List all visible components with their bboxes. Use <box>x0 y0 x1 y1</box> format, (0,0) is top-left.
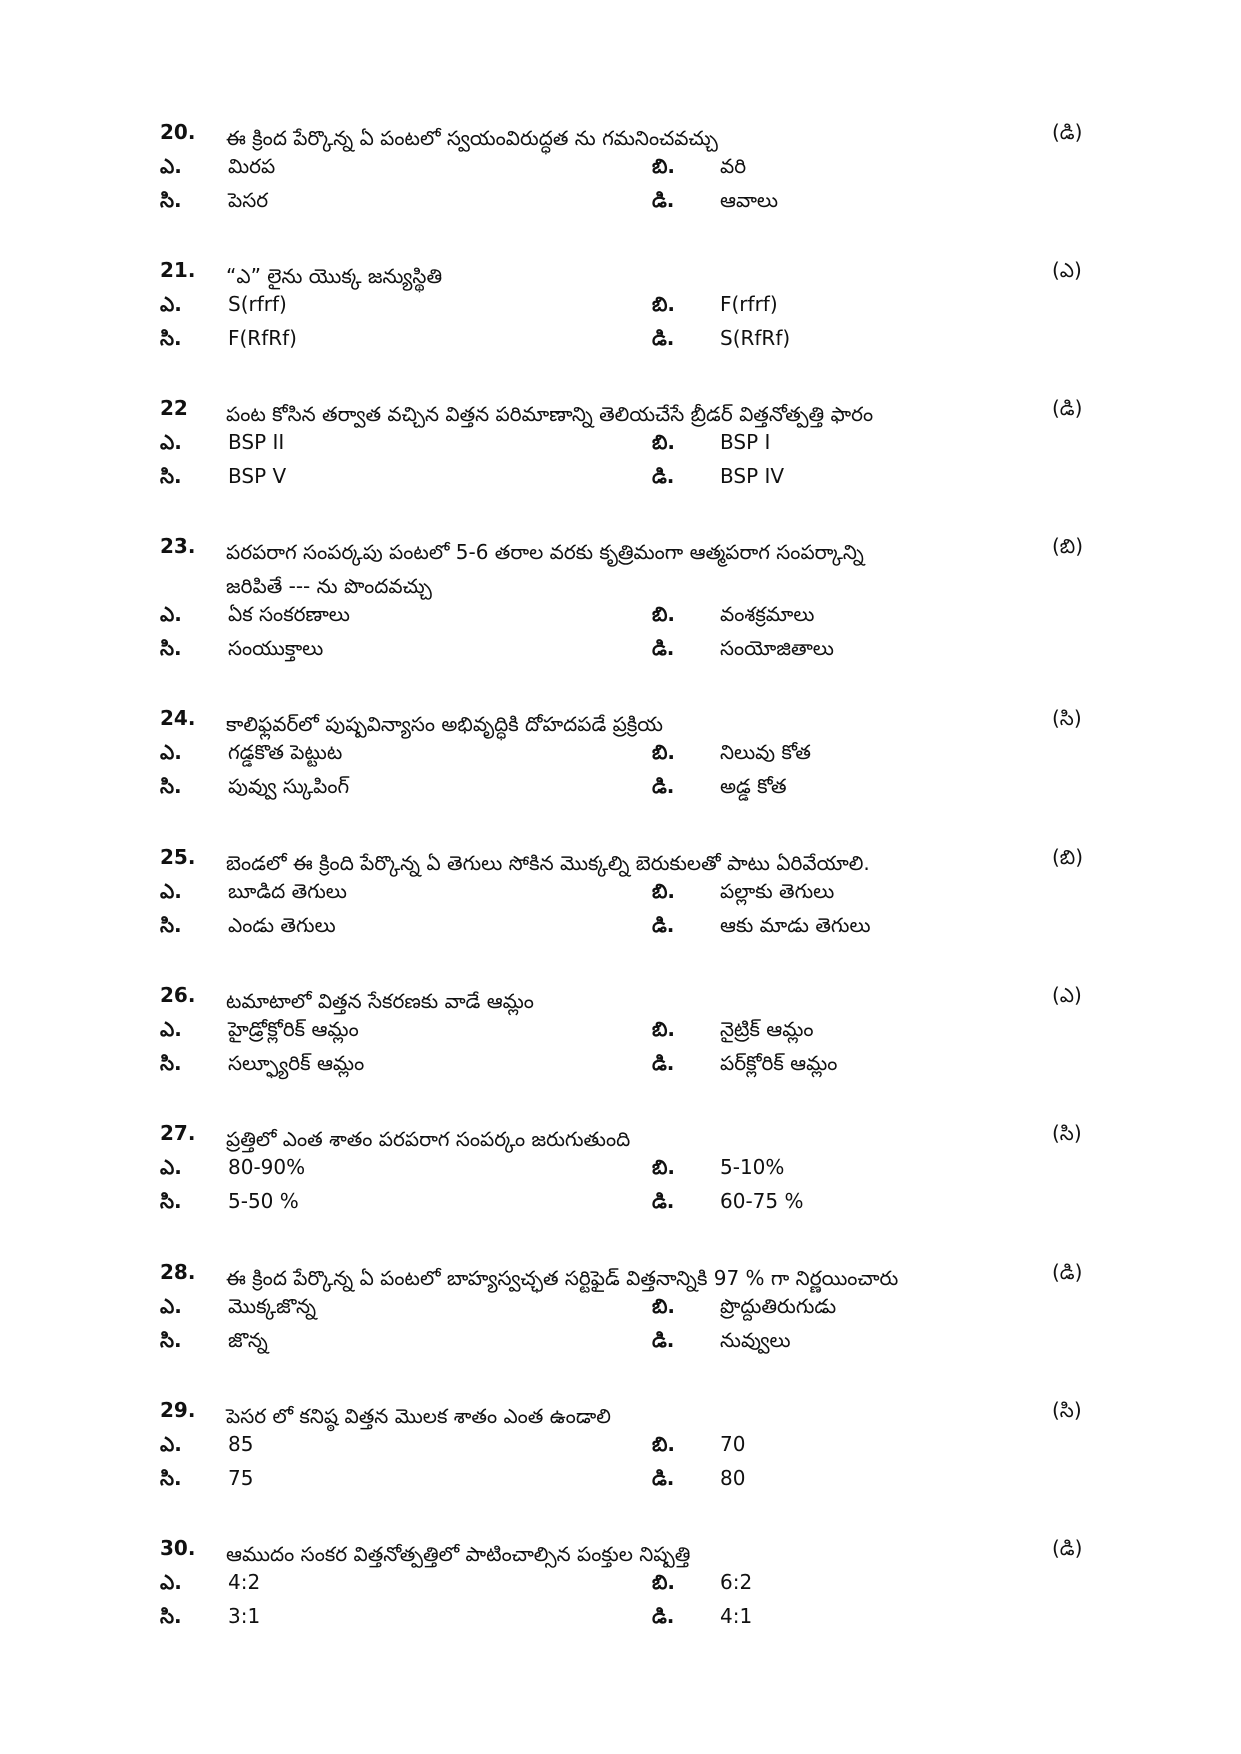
option-label: డి. <box>652 1466 675 1490</box>
option-label: బి. <box>652 1294 676 1318</box>
question-text: పరపరాగ సంపర్కపు పంటలో 5-6 తరాల వరకు కృత్రిమంగా ఆత్మపరాగ సంపర్కాన్ని <box>226 540 864 564</box>
question-block <box>0 983 1241 1085</box>
question-block <box>0 1398 1241 1500</box>
question-block <box>0 845 1241 947</box>
option-value: BSP V <box>228 464 287 488</box>
option-value: 80-90% <box>228 1155 306 1179</box>
option-value: సల్ఫ్యూరిక్ ఆమ్లం <box>228 1051 365 1075</box>
option-value: F(rfrf) <box>720 292 778 316</box>
option-label: డి. <box>652 1051 675 1075</box>
option-value: 4:1 <box>720 1604 753 1628</box>
option-label: ఎ. <box>160 1017 182 1041</box>
option-label: బి. <box>652 740 676 764</box>
option-value: ప్రొద్దుతిరుగుడు <box>720 1294 837 1318</box>
option-value: పెసర <box>228 188 269 212</box>
option-value: వంశక్రమాలు <box>720 602 815 626</box>
answer-key: (బి) <box>1052 845 1084 869</box>
option-value: S(RfRf) <box>720 326 791 350</box>
question-number: 21. <box>160 258 196 282</box>
option-label: సి. <box>160 1466 182 1490</box>
option-value: మిరప <box>228 154 276 178</box>
question-text: ఈ క్రింద పేర్కొన్న ఏ పంటలో బాహ్యస్వచ్ఛత సర్టిఫైడ్ విత్తనాన్నికి 97 % గా నిర్ణయించారు <box>226 1266 899 1290</box>
option-label: ఎ. <box>160 430 182 454</box>
option-value: 70 <box>720 1432 746 1456</box>
option-label: డి. <box>652 1189 675 1213</box>
option-value: ఎండు తెగులు <box>228 913 336 937</box>
option-value: ఆకు మాడు తెగులు <box>720 913 871 937</box>
option-label: ఎ. <box>160 1570 182 1594</box>
option-label: డి. <box>652 464 675 488</box>
option-label: బి. <box>652 1570 676 1594</box>
answer-key: (డి) <box>1052 1260 1083 1284</box>
question-text: “ఎ” లైను యొక్క జన్యుస్థితి <box>226 264 443 288</box>
option-label: ఎ. <box>160 740 182 764</box>
option-value: 5-50 % <box>228 1189 299 1213</box>
option-label: బి. <box>652 1017 676 1041</box>
option-label: ఎ. <box>160 879 182 903</box>
option-label: బి. <box>652 1155 676 1179</box>
option-value: 5-10% <box>720 1155 785 1179</box>
option-value: 6:2 <box>720 1570 753 1594</box>
option-value: సంయోజితాలు <box>720 636 834 660</box>
option-value: 4:2 <box>228 1570 261 1594</box>
option-value: పర్‌క్లోరిక్ ఆమ్లం <box>720 1051 838 1075</box>
question-block <box>0 1536 1241 1638</box>
option-value: BSP II <box>228 430 285 454</box>
option-value: నువ్వులు <box>720 1328 791 1352</box>
option-value: జొన్న <box>228 1328 268 1352</box>
option-label: డి. <box>652 326 675 350</box>
option-label: డి. <box>652 913 675 937</box>
option-label: సి. <box>160 1604 182 1628</box>
question-block <box>0 396 1241 498</box>
option-value: 3:1 <box>228 1604 261 1628</box>
option-label: ఎ. <box>160 154 182 178</box>
option-label: సి. <box>160 464 182 488</box>
question-number: 23. <box>160 534 196 558</box>
option-label: డి. <box>652 636 675 660</box>
option-label: బి. <box>652 430 676 454</box>
option-value: హైడ్రోక్లోరిక్ ఆమ్లం <box>228 1017 359 1041</box>
answer-key: (సి) <box>1052 706 1082 730</box>
question-text: పంట కోసిన తర్వాత వచ్చిన విత్తన పరిమాణాన్ని తెలియచేసే బ్రీడర్ విత్తనోత్పత్తి ఫారం <box>226 402 874 426</box>
option-label: సి. <box>160 326 182 350</box>
question-number: 30. <box>160 1536 196 1560</box>
answer-key: (సి) <box>1052 1121 1082 1145</box>
option-label: ఎ. <box>160 1432 182 1456</box>
option-label: డి. <box>652 1328 675 1352</box>
option-value: S(rfrf) <box>228 292 287 316</box>
question-text: ప్రత్తిలో ఎంత శాతం పరపరాగ సంపర్కం జరుగుతుంది <box>226 1127 631 1151</box>
answer-key: (సి) <box>1052 1398 1082 1422</box>
question-number: 24. <box>160 706 196 730</box>
question-text-continued: జరిపితే --- ను పొందవచ్చు <box>226 574 432 598</box>
option-label: డి. <box>652 188 675 212</box>
question-text: కాలిఫ్లవర్‌లో పుష్పవిన్యాసం అభివృద్ధికి దోహదపడే ప్రక్రియ <box>226 712 663 736</box>
answer-key: (ఎ) <box>1052 983 1082 1007</box>
question-block <box>0 706 1241 808</box>
question-block <box>0 120 1241 222</box>
option-value: ఏక సంకరణాలు <box>228 602 350 626</box>
question-number: 29. <box>160 1398 196 1422</box>
option-label: బి. <box>652 1432 676 1456</box>
option-label: సి. <box>160 636 182 660</box>
question-block <box>0 1260 1241 1362</box>
option-label: సి. <box>160 1189 182 1213</box>
option-value: 85 <box>228 1432 254 1456</box>
question-number: 22 <box>160 396 188 420</box>
option-value: వరి <box>720 154 747 178</box>
answer-key: (డి) <box>1052 396 1083 420</box>
question-number: 27. <box>160 1121 196 1145</box>
option-value: పల్లాకు తెగులు <box>720 879 835 903</box>
option-label: సి. <box>160 1051 182 1075</box>
option-label: డి. <box>652 774 675 798</box>
answer-key: (డి) <box>1052 120 1083 144</box>
question-text: టమాటాలో విత్తన సేకరణకు వాడే ఆమ్లం <box>226 989 534 1013</box>
option-label: సి. <box>160 188 182 212</box>
question-number: 28. <box>160 1260 196 1284</box>
option-value: పువ్వు స్కుపింగ్ <box>228 774 350 798</box>
option-value: BSP I <box>720 430 771 454</box>
option-value: గడ్డకొత పెట్టుట <box>228 740 343 764</box>
option-value: ఆవాలు <box>720 188 779 212</box>
option-value: 75 <box>228 1466 254 1490</box>
question-text: ఆముదం సంకర విత్తనోత్పత్తిలో పాటించాల్సిన పంక్తుల నిష్పత్తి <box>226 1542 691 1566</box>
option-label: ఎ. <box>160 292 182 316</box>
option-value: నిలువు కోత <box>720 740 811 764</box>
option-label: ఎ. <box>160 1155 182 1179</box>
question-block <box>0 1121 1241 1223</box>
option-value: బూడిద తెగులు <box>228 879 347 903</box>
option-label: డి. <box>652 1604 675 1628</box>
question-text: ఈ క్రింద పేర్కొన్న ఏ పంటలో స్వయంవిరుద్ధత ను గమనించవచ్చు <box>226 126 718 150</box>
option-label: ఎ. <box>160 602 182 626</box>
option-value: F(RfRf) <box>228 326 297 350</box>
option-value: మొక్కజొన్న <box>228 1294 316 1318</box>
question-block <box>0 258 1241 360</box>
option-label: సి. <box>160 774 182 798</box>
option-label: సి. <box>160 913 182 937</box>
option-label: బి. <box>652 602 676 626</box>
question-block <box>0 534 1241 670</box>
option-value: 80 <box>720 1466 746 1490</box>
question-number: 20. <box>160 120 196 144</box>
option-value: BSP IV <box>720 464 785 488</box>
question-text: పెసర లో కనిష్ఠ విత్తన మొలక శాతం ఎంత ఉండాలి <box>226 1404 611 1428</box>
option-label: ఎ. <box>160 1294 182 1318</box>
option-value: నైట్రిక్ ఆమ్లం <box>720 1017 814 1041</box>
option-value: 60-75 % <box>720 1189 804 1213</box>
option-label: బి. <box>652 292 676 316</box>
answer-key: (ఎ) <box>1052 258 1082 282</box>
option-label: బి. <box>652 879 676 903</box>
question-number: 25. <box>160 845 196 869</box>
question-number: 26. <box>160 983 196 1007</box>
option-value: అడ్డ కోత <box>720 774 787 798</box>
option-label: బి. <box>652 154 676 178</box>
option-value: సంయుక్తాలు <box>228 636 324 660</box>
question-text: బెండలో ఈ క్రింది పేర్కొన్న ఏ తెగులు సోకిన మొక్కల్ని బెరుకులతో పాటు ఏరివేయాలి. <box>226 851 870 875</box>
answer-key: (బి) <box>1052 534 1084 558</box>
answer-key: (డి) <box>1052 1536 1083 1560</box>
option-label: సి. <box>160 1328 182 1352</box>
